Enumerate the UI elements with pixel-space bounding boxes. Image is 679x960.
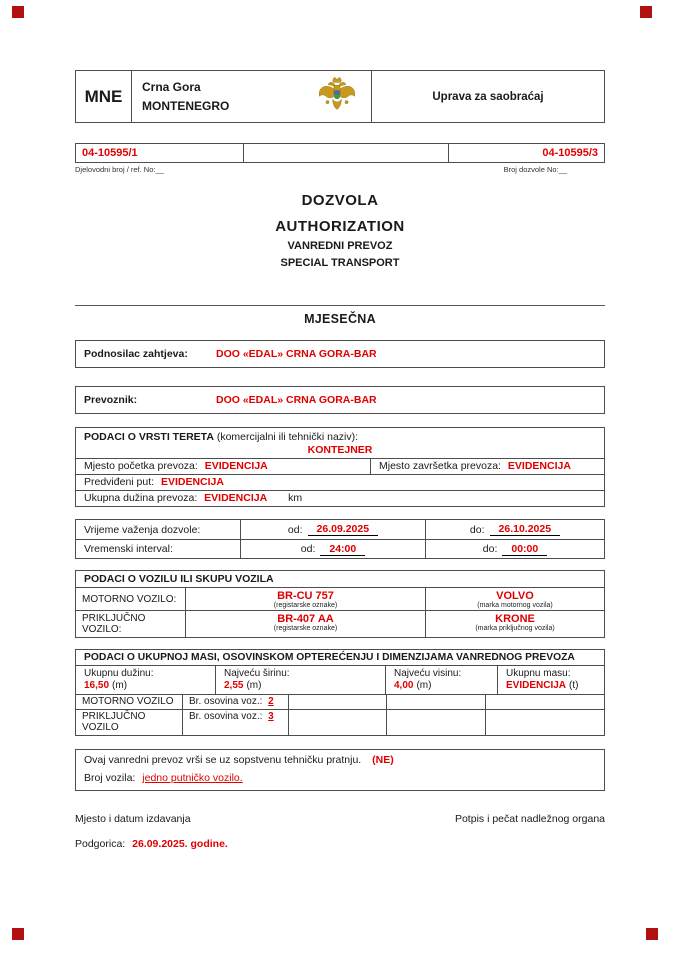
corner-marker-top-right bbox=[640, 6, 652, 18]
trailer-axles-row bbox=[76, 709, 604, 735]
width-cell bbox=[216, 666, 386, 694]
validity-section bbox=[75, 519, 605, 559]
corner-marker-top-left bbox=[12, 6, 24, 18]
trailer-vehicle-row bbox=[76, 610, 604, 637]
vehicles-section bbox=[75, 570, 605, 638]
trailer-make-cell bbox=[426, 611, 604, 637]
country-names bbox=[142, 78, 229, 115]
cargo-end-cell bbox=[371, 459, 604, 474]
total-mass-unit: (t) bbox=[569, 680, 579, 691]
trailer-plate-cell bbox=[186, 611, 426, 637]
vehicles-header: PODACI O VOZILU ILI SKUPU VOZILA bbox=[84, 573, 274, 585]
escort-line1 bbox=[84, 754, 596, 766]
authority-name: Uprava za saobraćaj bbox=[432, 90, 544, 103]
length-value: 16,50 bbox=[84, 680, 110, 691]
period-type: MJESEČNA bbox=[304, 312, 376, 326]
empty-cell bbox=[486, 695, 604, 709]
ref-label-left: Djelovodni broj / ref. No:__ bbox=[75, 165, 164, 174]
cargo-section bbox=[75, 427, 605, 507]
validity-interval-from-cell bbox=[241, 539, 426, 558]
total-mass-cell bbox=[498, 666, 604, 694]
to-label: do: bbox=[469, 523, 485, 536]
cargo-distance-value: EVIDENCIJA bbox=[204, 492, 268, 504]
motor-axles-row bbox=[76, 694, 604, 709]
motor-vehicle-label: MOTORNO VOZILO: bbox=[76, 588, 186, 610]
motor-make-value: VOLVO bbox=[496, 590, 534, 602]
motor-axle-count: 2 bbox=[268, 696, 274, 707]
title-dozvola: DOZVOLA bbox=[301, 192, 379, 209]
issue-date: 26.09.2025. godine. bbox=[132, 838, 228, 850]
motor-plate-cell bbox=[186, 588, 426, 610]
country-names-cell bbox=[132, 71, 372, 122]
reference-labels-row bbox=[75, 165, 605, 174]
length-unit: (m) bbox=[112, 680, 128, 691]
carrier-label: Prevoznik: bbox=[84, 394, 138, 406]
coat-of-arms-icon bbox=[315, 74, 359, 120]
motor-plate-caption: (registarske oznake) bbox=[273, 602, 338, 609]
issue-place-label: Mjesto i datum izdavanja bbox=[75, 813, 191, 825]
trailer-vehicle-label: PRIKLJUČNO VOZILO: bbox=[76, 611, 186, 637]
motor-vehicle-row bbox=[76, 587, 604, 610]
document-title-block bbox=[75, 192, 605, 269]
trailer-make-value: KRONE bbox=[495, 613, 535, 625]
total-mass-label: Ukupnu masu: bbox=[506, 668, 571, 679]
escort-section bbox=[75, 749, 605, 791]
applicant-box bbox=[75, 340, 605, 368]
issue-place-date-line bbox=[75, 838, 605, 850]
cargo-end-value: EVIDENCIJA bbox=[507, 460, 571, 472]
cargo-end-label: Mjesto završetka prevoza: bbox=[379, 460, 501, 472]
signature-label: Potpis i pečat nadležnog organa bbox=[454, 813, 605, 825]
cargo-route-value: EVIDENCIJA bbox=[160, 476, 224, 488]
validity-period-from-cell bbox=[241, 520, 426, 539]
validity-interval-to-value: 00:00 bbox=[502, 543, 547, 556]
width-value: 2,55 bbox=[224, 680, 244, 691]
reference-numbers-row bbox=[75, 143, 605, 163]
mass-dimensions-section bbox=[75, 649, 605, 736]
validity-period-to-value: 26.10.2025 bbox=[490, 523, 561, 536]
applicant-value: DOO «EDAL» CRNA GORA-BAR bbox=[216, 348, 377, 360]
length-label: Ukupnu dužinu: bbox=[84, 668, 154, 679]
escort-vehicles-value: jedno putničko vozilo. bbox=[142, 772, 243, 784]
corner-marker-bottom-right bbox=[646, 928, 658, 940]
cargo-start-value: EVIDENCIJA bbox=[204, 460, 268, 472]
cargo-header-title: PODACI O VRSTI TERETA bbox=[84, 431, 214, 443]
ref-number-right: 04-10595/3 bbox=[542, 147, 598, 159]
height-label: Najveću visinu: bbox=[394, 668, 462, 679]
cargo-distance-row bbox=[76, 490, 604, 506]
document-header bbox=[75, 70, 605, 123]
empty-cell bbox=[289, 695, 387, 709]
divider-line bbox=[75, 305, 605, 306]
motor-axles-count-cell bbox=[183, 695, 289, 709]
trailer-plate-value: BR-407 AA bbox=[277, 613, 334, 625]
country-code: MNE bbox=[76, 71, 132, 122]
to-label: do: bbox=[482, 543, 498, 555]
from-label: od: bbox=[300, 543, 316, 555]
cargo-distance-unit: km bbox=[288, 492, 303, 504]
validity-period-label: Vrijeme važenja dozvole: bbox=[76, 520, 241, 539]
cargo-route-row bbox=[76, 474, 604, 490]
empty-cell bbox=[289, 710, 387, 735]
validity-period-from-value: 26.09.2025 bbox=[308, 523, 379, 536]
escort-vehicles-label: Broj vozila: bbox=[84, 772, 136, 784]
footer-labels-row bbox=[75, 813, 605, 825]
trailer-axles-vehicle: PRIKLJUČNO VOZILO bbox=[76, 710, 183, 735]
country-name-en: MONTENEGRO bbox=[142, 98, 230, 113]
ref-number-middle-empty bbox=[244, 144, 449, 162]
motor-axles-vehicle: MOTORNO VOZILO bbox=[76, 695, 183, 709]
axle-count-label: Br. osovina voz.: bbox=[189, 711, 263, 722]
validity-interval-label: Vremenski interval: bbox=[76, 539, 241, 558]
document-content bbox=[75, 70, 605, 850]
carrier-value: DOO «EDAL» CRNA GORA-BAR bbox=[216, 394, 377, 406]
country-name-local: Crna Gora bbox=[142, 79, 201, 94]
motor-make-cell bbox=[426, 588, 604, 610]
trailer-axle-count: 3 bbox=[268, 711, 274, 722]
validity-interval-from-value: 24:00 bbox=[320, 543, 365, 556]
carrier-box bbox=[75, 386, 605, 414]
cargo-distance-label: Ukupna dužina prevoza: bbox=[84, 492, 198, 504]
title-special-transport: SPECIAL TRANSPORT bbox=[280, 257, 400, 269]
escort-statement: Ovaj vanredni prevoz vrši se uz sopstvenu tehničku pratnju. bbox=[84, 754, 362, 766]
length-cell bbox=[76, 666, 216, 694]
applicant-label: Podnosilac zahtjeva: bbox=[84, 348, 188, 360]
trailer-plate-caption: (registarske oznake) bbox=[273, 625, 338, 632]
width-label: Najveću širinu: bbox=[224, 668, 290, 679]
trailer-axles-count-cell bbox=[183, 710, 289, 735]
height-cell bbox=[386, 666, 498, 694]
axle-count-label: Br. osovina voz.: bbox=[189, 696, 263, 707]
validity-interval-to-cell bbox=[426, 539, 604, 558]
ref-number-left: 04-10595/1 bbox=[76, 144, 244, 162]
total-mass-value: EVIDENCIJA bbox=[506, 680, 567, 691]
cargo-header bbox=[76, 428, 604, 443]
empty-cell bbox=[387, 695, 486, 709]
width-unit: (m) bbox=[246, 680, 262, 691]
motor-plate-value: BR-CU 757 bbox=[277, 590, 334, 602]
from-label: od: bbox=[287, 523, 303, 536]
escort-answer: (NE) bbox=[372, 754, 394, 766]
escort-line2 bbox=[84, 772, 596, 784]
corner-marker-bottom-left bbox=[12, 928, 24, 940]
height-value: 4,00 bbox=[394, 680, 414, 691]
title-vanredni-prevoz: VANREDNI PREVOZ bbox=[287, 240, 393, 252]
cargo-route-endpoints-row bbox=[76, 458, 604, 474]
motor-make-caption: (marka motornog vozila) bbox=[477, 602, 553, 609]
cargo-start-label: Mjesto početka prevoza: bbox=[84, 460, 198, 472]
place-label: Podgorica: bbox=[75, 838, 126, 850]
dimensions-row bbox=[76, 665, 604, 694]
empty-cell bbox=[486, 710, 604, 735]
empty-cell bbox=[387, 710, 486, 735]
cargo-start-cell bbox=[76, 459, 371, 474]
ref-label-right: Broj dozvole No:__ bbox=[503, 165, 567, 174]
height-unit: (m) bbox=[416, 680, 432, 691]
cargo-header-note: (komercijalni ili tehnički naziv): bbox=[216, 431, 359, 443]
mass-header: PODACI O UKUPNOJ MASI, OSOVINSKOM OPTEREĆENJU I DIMENZIJAMA VANREDNOG PREVOZA bbox=[84, 652, 575, 663]
cargo-route-label: Predviđeni put: bbox=[84, 476, 155, 488]
trailer-make-caption: (marka priključnog vozila) bbox=[475, 625, 555, 632]
validity-period-to-cell bbox=[426, 520, 604, 539]
title-authorization: AUTHORIZATION bbox=[275, 218, 405, 235]
cargo-type: KONTEJNER bbox=[307, 444, 373, 456]
